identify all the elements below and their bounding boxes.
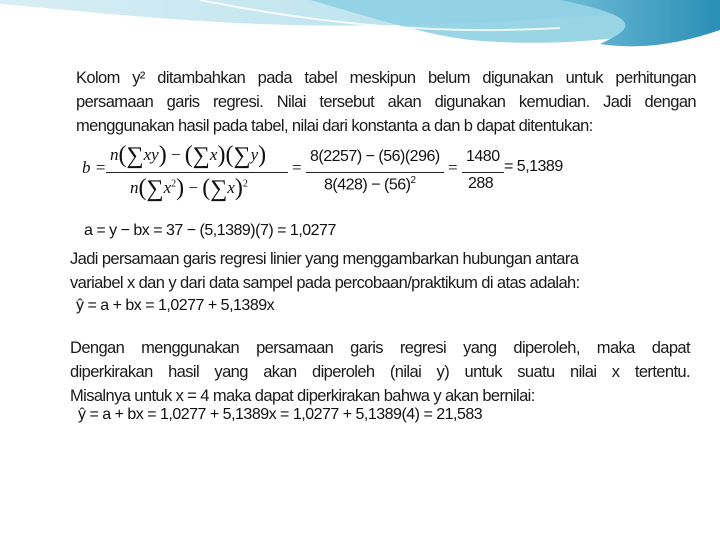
- intro-line-2: persamaan garis regresi. Nilai tersebut akan digunakan kemudian. Jadi dengan: [76, 93, 696, 111]
- formula-b-num2: 8(2257) − (56)(296): [310, 148, 440, 165]
- formula-a: a = y − bx = 37 − (5,1389)(7) = 1,0277: [84, 222, 336, 239]
- prediction-line-2: diperkirakan hasil yang akan diperoleh (nilai y) untuk suatu nilai x tertentu.: [70, 363, 690, 381]
- header-banner: [0, 0, 720, 60]
- formula-b-num3: 1480: [466, 148, 500, 165]
- equals-1: =: [292, 158, 302, 177]
- equals-2: =: [448, 158, 458, 177]
- regression-equation: ŷ = a + bx = 1,0277 + 5,1389x: [76, 297, 275, 314]
- fraction-bar-2: [306, 172, 444, 173]
- prediction-paragraph: [70, 336, 690, 408]
- conclusion-line-2: variabel x dan y dari data sampel pada percobaan/praktikum di atas adalah:: [70, 274, 580, 292]
- intro-line-3: menggunakan hasil pada tabel, nilai dari konstanta a dan b dapat ditentukan:: [76, 117, 593, 135]
- intro-paragraph: [76, 66, 696, 138]
- prediction-equation: ŷ = a + bx = 1,0277 + 5,1389x = 1,0277 + 5,1389(4) = 21,583: [78, 406, 483, 423]
- formula-b-num1: n(∑xy) − (∑x)(∑y): [110, 142, 267, 169]
- formula-b-den1: $n(\sum x^2) - (\sum x)^2$: [130, 175, 248, 202]
- formula-b-den2: $8(428) - (56)^2$: [324, 175, 416, 194]
- fraction-bar-3: [462, 172, 504, 173]
- prediction-line-1: Dengan menggunakan persamaan garis regresi yang diperoleh, maka dapat: [70, 339, 690, 357]
- conclusion-line-1: Jadi persamaan garis regresi linier yang menggambarkan hubungan antara: [70, 250, 579, 268]
- formula-b-den3: 288: [468, 175, 494, 192]
- conclusion-paragraph: [70, 247, 700, 295]
- formula-b-result: = 5,1389: [504, 158, 563, 175]
- prediction-line-3: Misalnya untuk x = 4 maka dapat diperkirakan bahwa y akan bernilai:: [70, 387, 535, 405]
- intro-line-1: Kolom y² ditambahkan pada tabel meskipun belum digunakan untuk perhitungan: [76, 69, 696, 87]
- formula-b-lhs: b =: [82, 158, 107, 177]
